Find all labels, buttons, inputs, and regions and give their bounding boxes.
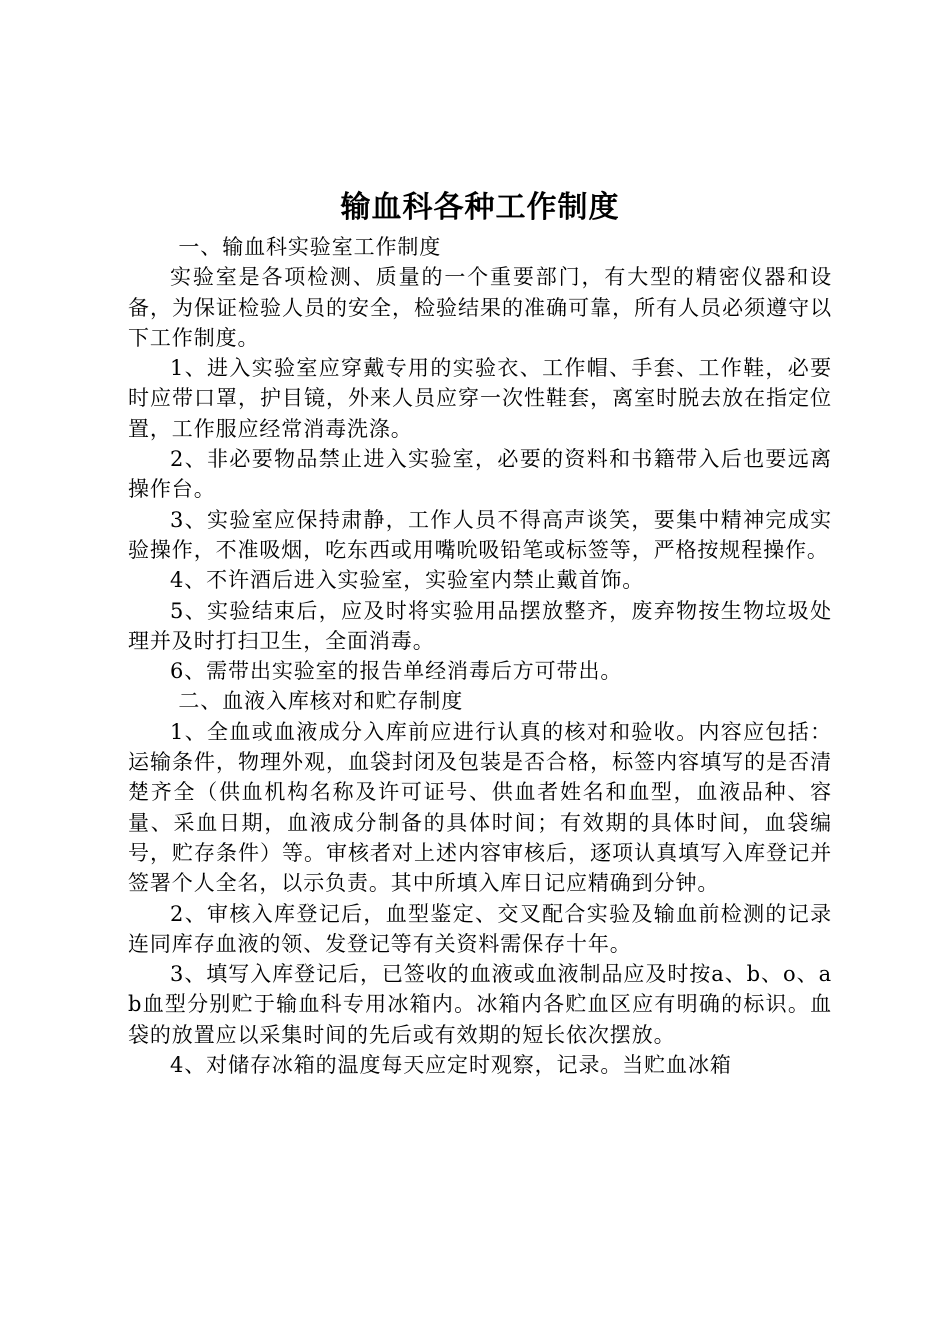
section-heading-lab-rules: 一、输血科实验室工作制度 bbox=[178, 235, 442, 259]
rule-item: 4、对储存冰箱的温度每天应定时观察，记录。当贮血冰箱 bbox=[170, 1053, 732, 1078]
section-heading-blood-storage: 二、血液入库核对和贮存制度 bbox=[178, 689, 464, 714]
rule-item: 4、不许酒后进入实验室，实验室内禁止戴首饰。 bbox=[170, 568, 645, 593]
section-intro: 实验室是各项检测、质量的一个重要部门，有大型的精密仪器和设备，为保证检验人员的安全，检验结果的准确可靠，所有人员必须遵守以下工作制度。 bbox=[128, 265, 832, 350]
rule-item: 1、全血或血液成分入库前应进行认真的核对和验收。内容应包括：运输条件，物理外观，血袋封闭及包装是否合格，标签内容填写的是否清楚齐全（供血机构名称及许可证号、供血者姓名和血型，血液品种、容量、采血日期，血液成分制备的具体时间；有效期的具体时间，血袋编号，贮存条件）等。审核者对上述内容审核后，逐项认真填写入库登记并签署个人全名，以示负责。其中所填入库日记应精确到分钟。 bbox=[128, 719, 832, 896]
document-page bbox=[128, 186, 832, 1080]
rule-item: 2、审核入库登记后，血型鉴定、交叉配合实验及输血前检测的记录连同库存血液的领、发登记等有关资料需保存十年。 bbox=[128, 901, 832, 956]
rule-item: 3、填写入库登记后，已签收的血液或血液制品应及时按a、b、o、ab血型分别贮于输血科专用冰箱内。冰箱内各贮血区应有明确的标识。血袋的放置应以采集时间的先后或有效期的短长依次摆放。 bbox=[128, 962, 832, 1047]
document-title: 输血科各种工作制度 bbox=[340, 190, 620, 225]
rule-item: 5、实验结束后，应及时将实验用品摆放整齐，废弃物按生物垃圾处理并及时打扫卫生，全面消毒。 bbox=[128, 598, 832, 653]
rule-item: 6、需带出实验室的报告单经消毒后方可带出。 bbox=[170, 659, 623, 684]
rule-item: 1、进入实验室应穿戴专用的实验衣、工作帽、手套、工作鞋，必要时应带口罩，护目镜，外来人员应穿一次性鞋套，离室时脱去放在指定位置，工作服应经常消毒洗涤。 bbox=[128, 356, 832, 441]
rule-item: 2、非必要物品禁止进入实验室，必要的资料和书籍带入后也要远离操作台。 bbox=[128, 447, 832, 502]
rule-item: 3、实验室应保持肃静，工作人员不得高声谈笑，要集中精神完成实验操作，不准吸烟，吃东西或用嘴吮吸铅笔或标签等，严格按规程操作。 bbox=[128, 507, 832, 562]
